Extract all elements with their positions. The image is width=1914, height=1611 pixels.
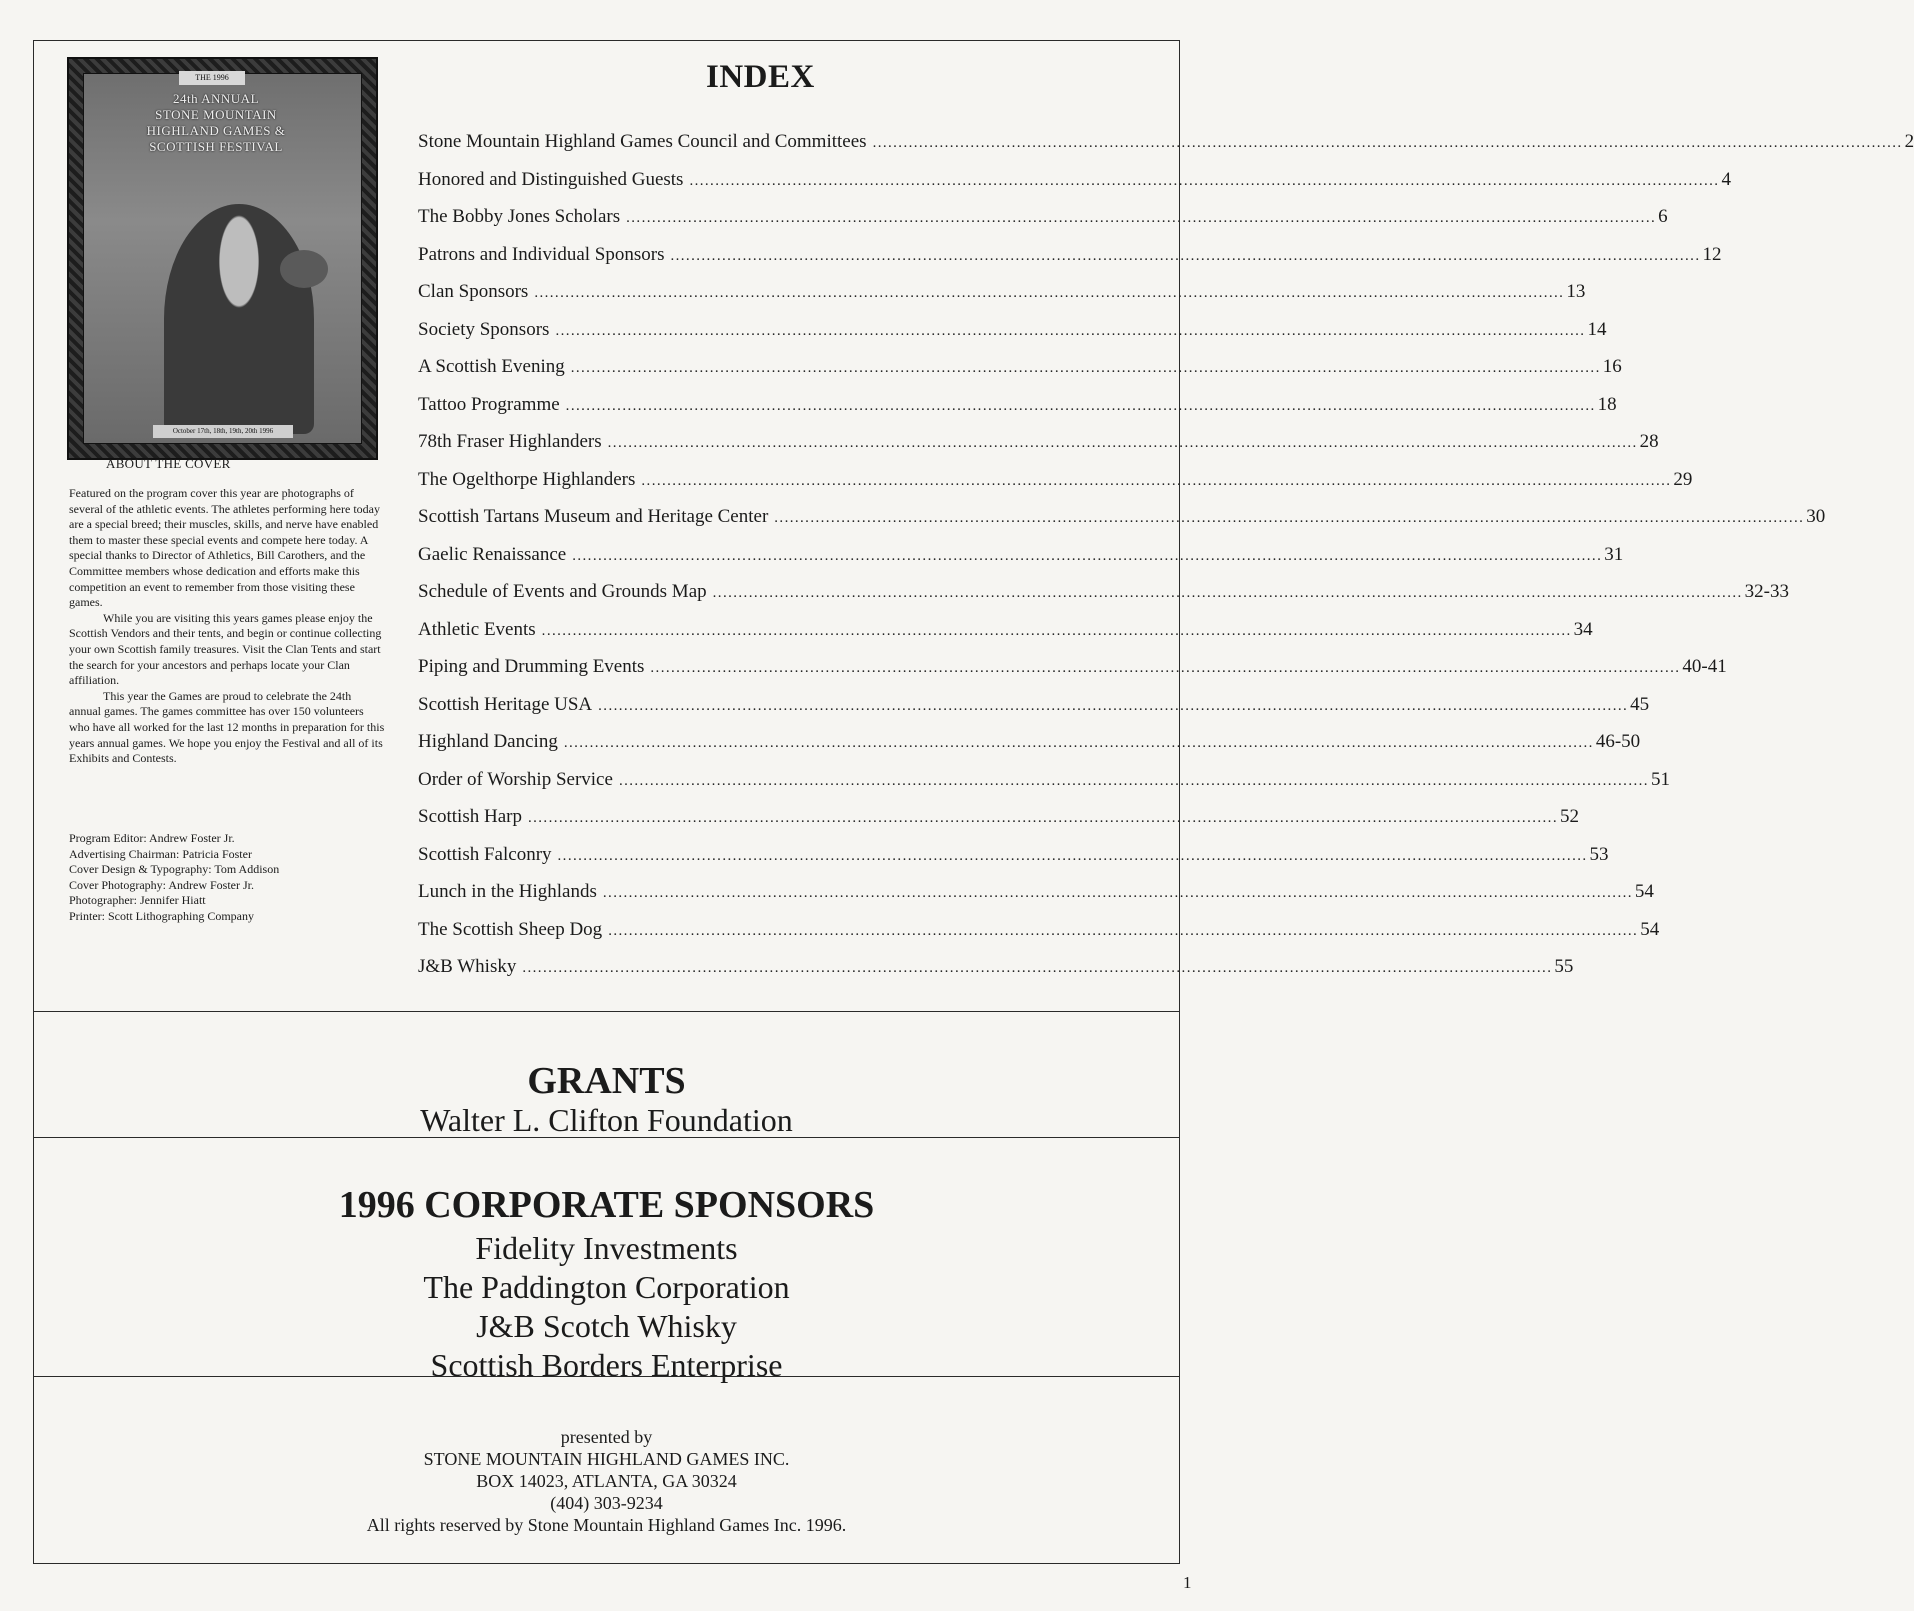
index-entry: [418, 243, 1722, 282]
index-leader-dots: ........................................................................................................................................................................................................: [602, 885, 1633, 901]
index-entry: [418, 506, 1826, 544]
index-leader-dots: ........................................................................................................................................................................................................: [563, 735, 1594, 751]
index-leader-dots: ........................................................................................................................................................................................................: [712, 585, 1743, 601]
index-entry: [418, 281, 1586, 319]
index-entry: [418, 618, 1593, 657]
index-leader-dots: ........................................................................................................................................................................................................: [626, 210, 1657, 226]
index-entry-title: 78th Fraser Highlanders: [418, 431, 602, 452]
credit-line: Printer: Scott Lithographing Company: [69, 908, 254, 923]
credit-line: Cover Design & Typography: Tom Addison: [69, 862, 280, 877]
index-entry-title: Highland Dancing: [418, 731, 558, 752]
publisher-address: BOX 14023, ATLANTA, GA 30324: [476, 1471, 737, 1491]
index-entry-title: J&B Whisky: [418, 956, 517, 977]
index-entry-page: 31: [1604, 543, 1624, 565]
index-entry-title: Stone Mountain Highland Games Council and Committees: [418, 131, 867, 152]
index-entry: [418, 768, 1670, 807]
index-entry: [418, 431, 1659, 469]
sponsors-list: [34, 1229, 1179, 1385]
index-entry-title: Honored and Distinguished Guests: [418, 168, 684, 190]
index-entry-page: 6: [1658, 206, 1668, 227]
index-leader-dots: ........................................................................................................................................................................................................: [774, 510, 1805, 526]
index-entry: [418, 468, 1693, 507]
index-leader-dots: ........................................................................................................................................................................................................: [618, 772, 1649, 789]
credit-line: Advertising Chairman: Patricia Foster: [69, 846, 252, 861]
index-leader-dots: ........................................................................................................................................................................................................: [565, 397, 1596, 414]
index-entry: [418, 731, 1641, 769]
index-leader-dots: ........................................................................................................................................................................................................: [670, 247, 1701, 264]
index-leader-dots: ........................................................................................................................................................................................................: [572, 547, 1603, 564]
index-entry: [418, 393, 1617, 432]
index-entry-page: 32-33: [1744, 581, 1789, 602]
copyright-notice: All rights reserved by Stone Mountain Highland Games Inc. 1996.: [366, 1515, 847, 1535]
cover-stone-figure: [280, 250, 328, 288]
divider: [34, 1376, 1179, 1377]
divider: [34, 1137, 1179, 1138]
cover-date-banner: October 17th, 18th, 19th, 20th 1996: [153, 425, 293, 438]
index-entry: [418, 881, 1654, 919]
index-entry-title: Athletic Events: [418, 618, 536, 640]
index-entry: [418, 543, 1624, 582]
index-leader-dots: ........................................................................................................................................................................................................: [607, 435, 1638, 451]
sponsors-heading: 1996 CORPORATE SPONSORS: [338, 1184, 875, 1226]
grants-heading: GRANTS: [527, 1060, 686, 1102]
index-entry-page: 34: [1573, 618, 1593, 640]
sponsor-name: Fidelity Investments: [475, 1230, 738, 1266]
index-entry-title: Society Sponsors: [418, 318, 550, 340]
cover-athlete-figure: [164, 204, 314, 434]
index-entry: [418, 843, 1609, 882]
index-leader-dots: ........................................................................................................................................................................................................: [641, 472, 1672, 489]
index-entry-page: 18: [1597, 393, 1617, 415]
index-leader-dots: ........................................................................................................................................................................................................: [534, 285, 1565, 301]
index-entry-page: 16: [1602, 356, 1622, 377]
index-entry: [418, 356, 1622, 394]
credit-line: Photographer: Jennifer Hiatt: [69, 893, 206, 908]
index-entry-page: 46-50: [1595, 731, 1641, 752]
index-entry-title: A Scottish Evening: [418, 356, 565, 377]
index-entry-title: Gaelic Renaissance: [418, 543, 567, 565]
index-entry-page: 13: [1566, 281, 1586, 302]
index-entry-title: Scottish Falconry: [418, 843, 552, 865]
page-number: 1: [1183, 1573, 1192, 1592]
index-entry-page: 29: [1673, 468, 1693, 490]
about-paragraph: This year the Games are proud to celebrate the 24th annual games. The games committee has over 150 volunteers who have all worked for the last 12 months in preparation for this years annual games. We hope you enjoy the Festival and all of its Exhibits and Contests.: [69, 688, 385, 766]
index-entry-page: 54: [1634, 881, 1654, 902]
cover-image: [67, 57, 378, 460]
sponsor-name: J&B Scotch Whisky: [476, 1308, 737, 1344]
about-paragraph: Featured on the program cover this year are photographs of several of the athletic events. The athletes performing here today are a special breed; their muscles, skills, and nerve have enabled them to master these special events and compete here today. A special thanks to Director of Athletics, Bill Carothers, and the Committee members whose dedication and efforts make this competition an event to remember from those visiting these games.: [69, 486, 380, 610]
publisher-phone: (404) 303-9234: [550, 1493, 663, 1513]
index-entry: [418, 656, 1727, 694]
index-entry-page: 28: [1639, 431, 1659, 452]
cover-title-line: STONE MOUNTAIN: [155, 107, 277, 122]
cover-year-banner: THE 1996: [179, 71, 245, 85]
index-entry-page: 51: [1650, 768, 1670, 790]
index-entry-title: Tattoo Programme: [418, 393, 560, 415]
publisher-name: STONE MOUNTAIN HIGHLAND GAMES INC.: [423, 1449, 790, 1469]
index-leader-dots: ........................................................................................................................................................................................................: [872, 135, 1903, 151]
presented-by-label: presented by: [560, 1427, 653, 1447]
index-entry: [418, 918, 1660, 957]
sponsor-name: The Paddington Corporation: [423, 1269, 790, 1305]
index-entry-title: Clan Sponsors: [418, 281, 529, 302]
cover-title: [105, 91, 327, 155]
index-entry: [418, 956, 1574, 994]
index-entry: [418, 131, 1914, 169]
index-entry: [418, 318, 1607, 357]
cover-title-line: SCOTTISH FESTIVAL: [149, 139, 283, 154]
credit-line: Program Editor: Andrew Foster Jr.: [69, 831, 235, 845]
index-leader-dots: ........................................................................................................................................................................................................: [650, 660, 1681, 676]
index-entry-page: 52: [1559, 806, 1579, 827]
index-entry: [418, 581, 1789, 619]
page-frame: [33, 40, 1914, 1564]
index-entry-page: 55: [1554, 956, 1574, 977]
index-leader-dots: ........................................................................................................................................................................................................: [608, 922, 1639, 939]
about-cover-heading: ABOUT THE COVER: [106, 456, 231, 471]
index-entry-title: Piping and Drumming Events: [418, 656, 645, 677]
index-entry-title: Scottish Tartans Museum and Heritage Center: [418, 506, 769, 527]
divider: [34, 1011, 1179, 1012]
index-entry-page: 2: [1904, 131, 1914, 152]
index-list: [418, 131, 1914, 994]
credit-line: Cover Photography: Andrew Foster Jr.: [69, 877, 254, 892]
index-leader-dots: ........................................................................................................................................................................................................: [555, 322, 1586, 339]
index-entry-title: The Ogelthorpe Highlanders: [418, 468, 636, 490]
cover-title-line: HIGHLAND GAMES &: [146, 123, 286, 138]
top-section: [34, 41, 1914, 1040]
index-leader-dots: ........................................................................................................................................................................................................: [541, 622, 1572, 639]
index-entry-page: 40-41: [1682, 656, 1727, 677]
index-entry-page: 45: [1630, 693, 1650, 715]
index-entry-page: 53: [1589, 843, 1609, 865]
index-entry-title: Lunch in the Highlands: [418, 881, 597, 902]
about-cover-text: [69, 486, 385, 767]
index-entry-title: Patrons and Individual Sponsors: [418, 243, 665, 265]
sponsor-name: Scottish Borders Enterprise: [430, 1347, 783, 1383]
about-paragraph: While you are visiting this years games please enjoy the Scottish Vendors and their tents, and begin or continue collecting your own Scottish family treasures. Visit the Clan Tents and start the search for your ancestors and perhaps locate your Clan affiliation.: [69, 610, 382, 688]
index-leader-dots: ........................................................................................................................................................................................................: [527, 810, 1558, 826]
index-entry-page: 12: [1702, 243, 1722, 265]
index-entry-page: 14: [1587, 318, 1607, 340]
index-entry-title: The Scottish Sheep Dog: [418, 918, 603, 940]
credits-list: [69, 831, 385, 925]
index-entry: [418, 806, 1579, 844]
cover-title-line: 24th ANNUAL: [172, 91, 260, 106]
index-entry-title: Scottish Harp: [418, 806, 522, 827]
index-leader-dots: ........................................................................................................................................................................................................: [570, 360, 1601, 376]
index-heading: INDEX: [706, 59, 815, 95]
index-entry: [418, 168, 1731, 207]
index-entry: [418, 206, 1668, 244]
index-leader-dots: ........................................................................................................................................................................................................: [689, 172, 1720, 189]
grants-recipient: Walter L. Clifton Foundation: [420, 1102, 793, 1138]
publisher-block: [34, 1426, 1179, 1536]
index-entry-title: Scottish Heritage USA: [418, 693, 593, 715]
index-entry-page: 30: [1806, 506, 1826, 527]
index-entry-title: The Bobby Jones Scholars: [418, 206, 621, 227]
index-entry-title: Schedule of Events and Grounds Map: [418, 581, 707, 602]
index-leader-dots: ........................................................................................................................................................................................................: [557, 847, 1588, 864]
index-leader-dots: ........................................................................................................................................................................................................: [522, 960, 1553, 976]
index-entry-page: 54: [1640, 918, 1660, 940]
index-leader-dots: ........................................................................................................................................................................................................: [598, 697, 1629, 714]
index-entry-page: 4: [1721, 168, 1731, 190]
index-entry-title: Order of Worship Service: [418, 768, 613, 790]
index-entry: [418, 693, 1650, 732]
